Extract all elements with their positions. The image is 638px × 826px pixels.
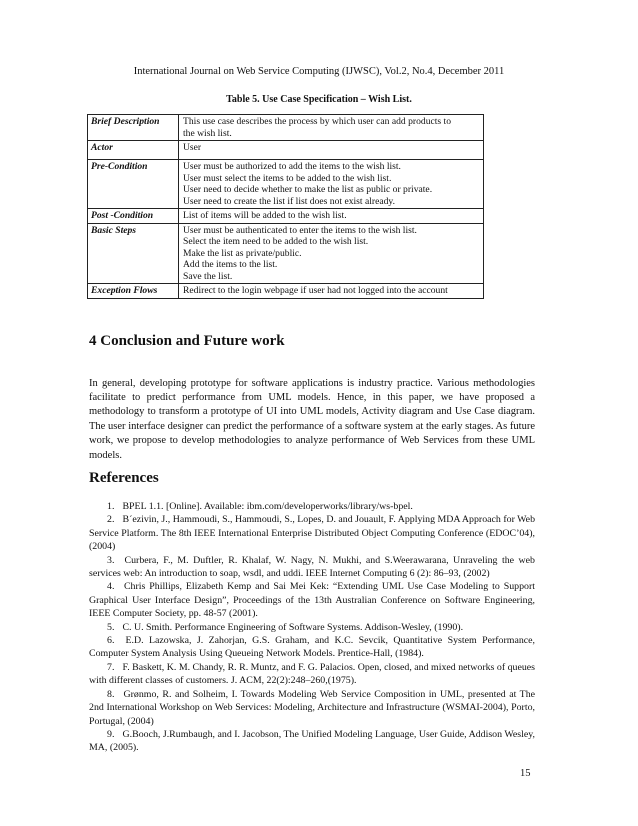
reference-text: Chris Phillips, Elizabeth Kemp and Sai Mei Kek: “Extending UML Use Case Modeling to Support Graphical User Interface Design”, Proceedings of the 13th Australian Conference on Software Engineering, IEEE Computer Society, pp. 48-57 (2001).	[89, 581, 536, 620]
row-line: User must be authorized to add the items to the wish list.	[183, 161, 401, 172]
reference-number: 4.	[107, 581, 115, 593]
row-content	[179, 115, 484, 141]
row-line: User need to create the list if list does not exist already.	[183, 195, 395, 207]
row-line: Save the list.	[183, 270, 233, 282]
row-line: User must be authenticated to enter the items to the wish list.	[183, 224, 417, 236]
row-line: List of items will be added to the wish list.	[183, 210, 347, 221]
row-content	[179, 209, 484, 224]
row-content	[179, 223, 484, 284]
page-number: 15	[520, 768, 531, 779]
reference-item	[89, 621, 535, 634]
table-caption: Table 5. Use Case Specification – Wish List.	[226, 94, 412, 105]
table-row	[88, 115, 484, 141]
reference-text: G.Booch, J.Rumbaugh, and I. Jacobson, The Unified Modeling Language, User Guide, Addison Wesley, MA, (2005).	[89, 728, 536, 754]
section-heading-conclusion: 4 Conclusion and Future work	[89, 333, 285, 349]
reference-number: 6.	[107, 635, 115, 647]
row-line: Make the list as private/public.	[183, 247, 302, 259]
reference-text: BPEL 1.1. [Online]. Available: ibm.com/developerworks/library/ws-bpel.	[122, 501, 413, 512]
reference-number: 7.	[107, 661, 115, 673]
section-heading-references: References	[89, 470, 159, 486]
row-line: User need to decide whether to make the list as public or private.	[183, 184, 433, 195]
reference-item	[89, 634, 535, 661]
reference-number: 3.	[107, 554, 115, 566]
table-row	[88, 284, 484, 299]
running-header: International Journal on Web Service Computing (IJWSC), Vol.2, No.4, December 2011	[133, 66, 505, 77]
reference-number: 9.	[107, 728, 115, 740]
reference-text: Grønmo, R. and Solheim, I. Towards Modeling Web Service Composition in UML, presented at The 2nd International Workshop on Web Services: Modeling, Architecture and Infrastructure (WSMAI-2004), Porto, Portugal, (2004)	[89, 688, 536, 727]
reference-item	[89, 661, 535, 688]
row-line: User	[183, 142, 202, 153]
reference-list	[89, 500, 535, 755]
row-label: Actor	[88, 141, 179, 160]
row-content	[179, 141, 484, 160]
row-line: Add the items to the list.	[183, 259, 278, 270]
reference-number: 2.	[107, 514, 115, 526]
reference-text: Curbera, F., M. Duftler, R. Khalaf, W. Nagy, N. Mukhi, and S.Weerawarana, Unraveling the web services web: An introduction to soap, wsdl, and uddi. IEEE Internet Computing 6 (2): 86–93, (2002)	[89, 554, 535, 580]
reference-item	[89, 513, 535, 553]
row-content	[179, 160, 484, 209]
reference-text: C. U. Smith. Performance Engineering of Software Systems. Addison-Wesley, (1990).	[122, 621, 464, 633]
reference-number: 1.	[107, 501, 115, 512]
table-row	[88, 209, 484, 224]
row-label: Post -Condition	[88, 209, 179, 224]
reference-item	[89, 500, 535, 513]
row-line: User must select the items to be added to the wish list.	[183, 172, 392, 184]
reference-item	[89, 728, 535, 755]
reference-number: 5.	[107, 621, 115, 633]
conclusion-paragraph: In general, developing prototype for software applications is industry practice. Various methodologies facilitate to predict performance from UML models. Hence, in this paper, we have proposed a methodology to transform a prototype of UI into UML models, Activity diagram and Use Case diagram. The user interface designer can predict the performance of a software system at the early stages. As future work, we propose to develop methodologies to analyze performance of Web Services from these UML models.	[89, 377, 535, 461]
reference-text: B´ezivin, J., Hammoudi, S., Hammoudi, S., Lopes, D. and Jouault, F. Applying MDA Approach for Web Service Platform. The 8th IEEE International Enterprise Distributed Object Computing Conference (EDOC’04), (2004)	[89, 514, 536, 553]
reference-text: F. Baskett, K. M. Chandy, R. R. Muntz, and F. G. Palacios. Open, closed, and mixed networks of queues with different classes of customers. J. ACM, 22(2):248–260,(1975).	[89, 661, 536, 687]
row-label: Brief Description	[88, 115, 179, 141]
row-label: Basic Steps	[88, 223, 179, 284]
reference-text: E.D. Lazowska, J. Zahorjan, G.S. Graham, and K.C. Sevcik, Quantitative System Performance, Computer System Analysis Using Queueing Network Models. Prentice-Hall, (1984).	[89, 635, 536, 660]
row-line: Redirect to the login webpage if user had not logged into the account	[183, 285, 448, 296]
table-row	[88, 160, 484, 209]
reference-item	[89, 688, 535, 728]
row-content	[179, 284, 484, 299]
table-row	[88, 141, 484, 160]
row-label: Exception Flows	[88, 284, 179, 299]
reference-item	[89, 554, 535, 581]
row-line: Select the item need to be added to the wish list.	[183, 236, 369, 247]
row-line: the wish list.	[183, 127, 232, 139]
use-case-table	[87, 114, 484, 299]
row-label: Pre-Condition	[88, 160, 179, 209]
row-line: This use case describes the process by which user can add products to	[183, 116, 452, 127]
reference-item	[89, 580, 535, 620]
table-row	[88, 223, 484, 284]
reference-number: 8.	[107, 688, 115, 700]
